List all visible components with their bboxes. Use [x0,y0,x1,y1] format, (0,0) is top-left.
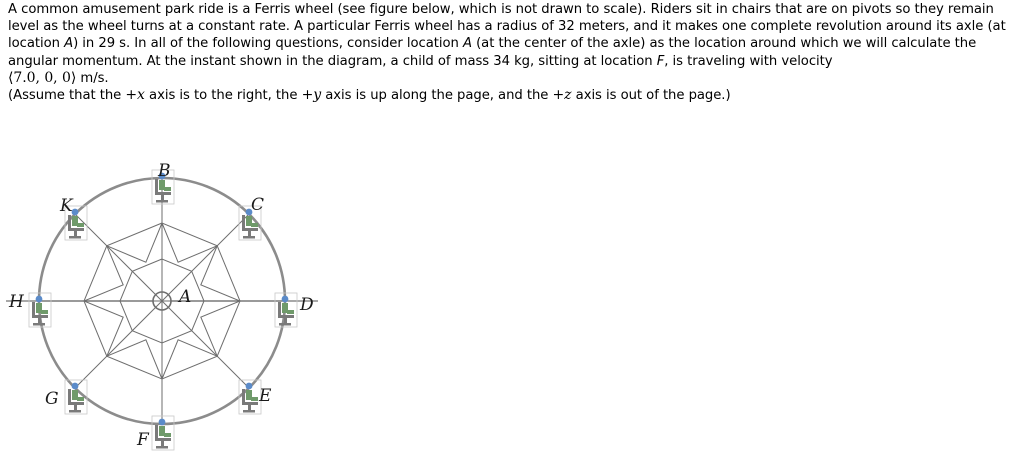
problem-paragraph [8,1,1020,87]
seat-foot [156,446,168,449]
spoke [75,214,162,301]
rider-E [239,380,261,414]
rider-legs [77,397,84,401]
rider-legs [41,310,48,314]
axes-note-mid1: axis is to the right, the [144,88,302,104]
rider-F [152,416,174,450]
seat-foot [243,236,255,239]
rider-head [282,296,289,303]
seat-base [32,315,48,318]
velocity-vector: ⟨7.0, 0, 0⟩ [8,69,77,86]
seat-base [278,315,294,318]
rider-legs [164,433,171,437]
rider-legs [251,223,258,227]
rider-head [36,296,43,303]
child-point-ref: F [656,53,665,69]
rider-legs [164,187,171,191]
seat-base [68,402,84,405]
rider-legs [287,310,294,314]
problem-text-part4: , is traveling with velocity [664,53,833,69]
seat-base [68,228,84,231]
rider-H [29,293,51,327]
seat-base [155,192,171,195]
seat-foot [69,236,81,239]
axes-note-mid2: axis is up along the page, and the [321,88,553,104]
rider-head [246,383,253,390]
axle-point-ref-2: A [462,36,472,52]
plus-x-axis: +x [125,87,145,104]
spoke [75,301,162,388]
seat-foot [69,410,81,413]
seat-base [242,228,258,231]
axle-point-ref: A [64,36,74,52]
ferris-wheel-figure [0,150,340,474]
label-H: H [9,292,24,312]
rider-legs [251,397,258,401]
label-C: C [251,195,265,215]
spoke [162,214,249,301]
seat-foot [33,323,45,326]
problem-text-part3: (at the center of the axle) as the location around which we will calculate the angular momentum. At the instant shown in the diagram, a child of mass 34 kg, sitting at location [8,36,977,69]
seat-foot [279,323,291,326]
rider-head [159,419,166,426]
label-G: G [45,389,59,409]
label-B: B [158,161,171,181]
ferris-wheel-diagram [0,150,340,474]
label-A: A [179,287,192,307]
axes-note [8,87,1020,104]
axes-note-close: axis is out of the page.) [571,88,731,104]
seat-foot [156,200,168,203]
velocity-unit: m/s. [76,70,109,86]
seat-foot [243,410,255,413]
seat-base [155,438,171,441]
rider-head [72,383,79,390]
label-F: F [137,430,149,450]
seat-base [242,402,258,405]
problem-text-part2: ) in 29 s. In all of the following questions, consider location [73,36,463,52]
problem-statement [8,1,1020,104]
label-D: D [300,295,314,315]
spoke [162,301,249,388]
rider-G [65,380,87,414]
axes-note-open: (Assume that the [8,88,126,104]
problem-text-part1: A common amusement park ride is a Ferris wheel (see figure below, which is not drawn to scale). Riders sit in chairs that are on pivots so they remain level as the wheel turns at a constant rate. A particular Ferris wheel has a radius of 32 meters, and it makes one complete revolution around its axle (at location [8,2,1006,52]
label-E: E [259,386,272,406]
plus-z-axis: +z [552,87,572,104]
label-K: K [60,196,73,216]
rider-legs [77,223,84,227]
rider-D [275,293,297,327]
plus-y-axis: +y [301,87,322,104]
